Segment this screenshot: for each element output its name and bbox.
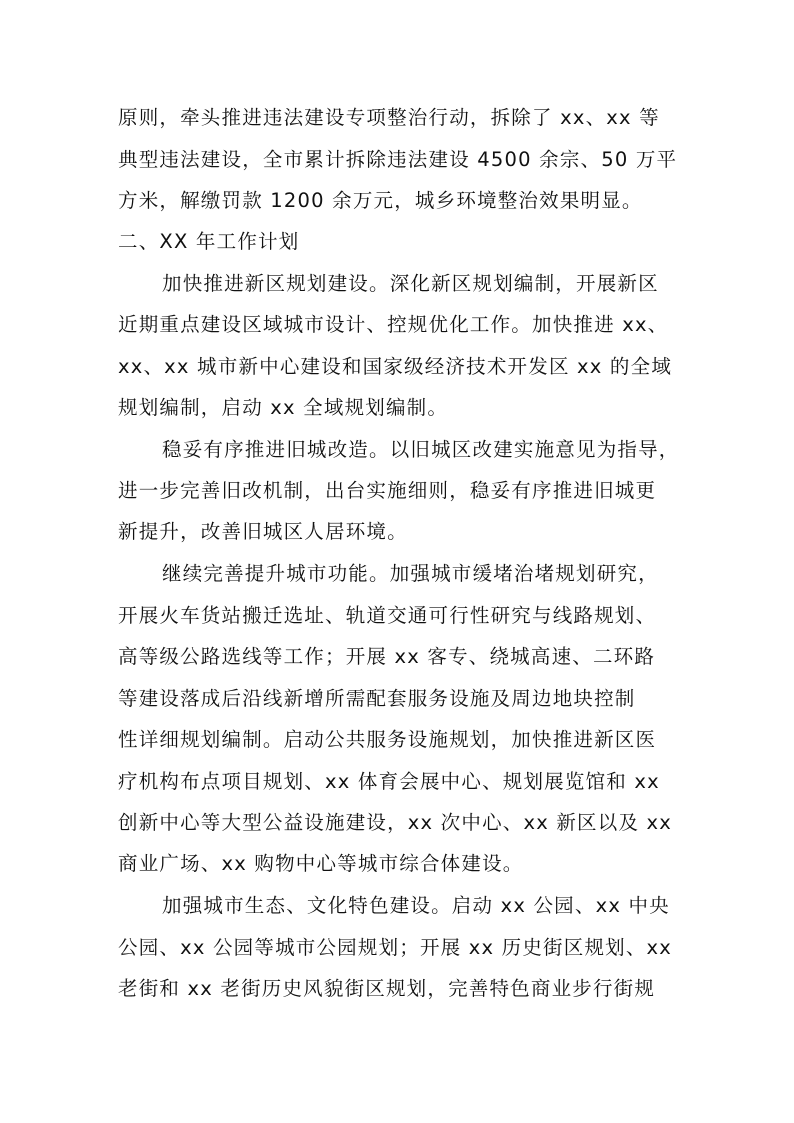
text-line: 稳妥有序推进旧城改造。以旧城区改建实施意见为指导， [162, 438, 680, 461]
text-line: 原则，牵头推进违法建设专项整治行动，拆除了 xx、xx 等 [118, 106, 660, 129]
text-line: 加快推进新区规划建设。深化新区规划编制，开展新区 [162, 272, 659, 295]
text-line: 老街和 xx 老街历史风貌街区规划，完善特色商业步行街规 [118, 977, 656, 1000]
text-line: 加强城市生态、文化特色建设。启动 xx 公园、xx 中央 [162, 894, 670, 917]
text-line: 典型违法建设，全市累计拆除违法建设 4500 余宗、50 万平 [118, 148, 678, 171]
text-line: 近期重点建设区域城市设计、控规优化工作。加快推进 xx、 [118, 313, 669, 336]
text-line: 疗机构布点项目规划、xx 体育会展中心、规划展览馆和 xx [118, 770, 660, 793]
text-line: 等建设落成后沿线新增所需配套服务设施及周边地块控制 [118, 687, 636, 710]
text-line: 开展火车货站搬迁选址、轨道交通可行性研究与线路规划、 [118, 604, 657, 627]
text-line: xx、xx 城市新中心建设和国家级经济技术开发区 xx 的全域 [118, 355, 673, 378]
text-line: 性详细规划编制。启动公共服务设施规划，加快推进新区医 [118, 728, 657, 751]
text-line: 继续完善提升城市功能。加强城市缓堵治堵规划研究， [162, 562, 659, 585]
text-line: 创新中心等大型公益设施建设，xx 次中心、xx 新区以及 xx [118, 811, 673, 834]
text-line: 商业广场、xx 购物中心等城市综合体建设。 [118, 852, 524, 875]
text-line: 公园、xx 公园等城市公园规划；开展 xx 历史街区规划、xx [118, 936, 673, 959]
text-line: 方米，解缴罚款 1200 余万元，城乡环境整治效果明显。 [118, 189, 643, 212]
text-line: 进一步完善旧改机制，出台实施细则，稳妥有序推进旧城更 [118, 479, 657, 502]
text-line: 高等级公路选线等工作；开展 xx 客专、绕城高速、二环路 [118, 645, 656, 668]
section-heading: 二、XX 年工作计划 [118, 230, 300, 253]
text-line: 新提升，改善旧城区人居环境。 [118, 520, 408, 543]
text-line: 规划编制，启动 xx 全域规划编制。 [118, 396, 449, 419]
